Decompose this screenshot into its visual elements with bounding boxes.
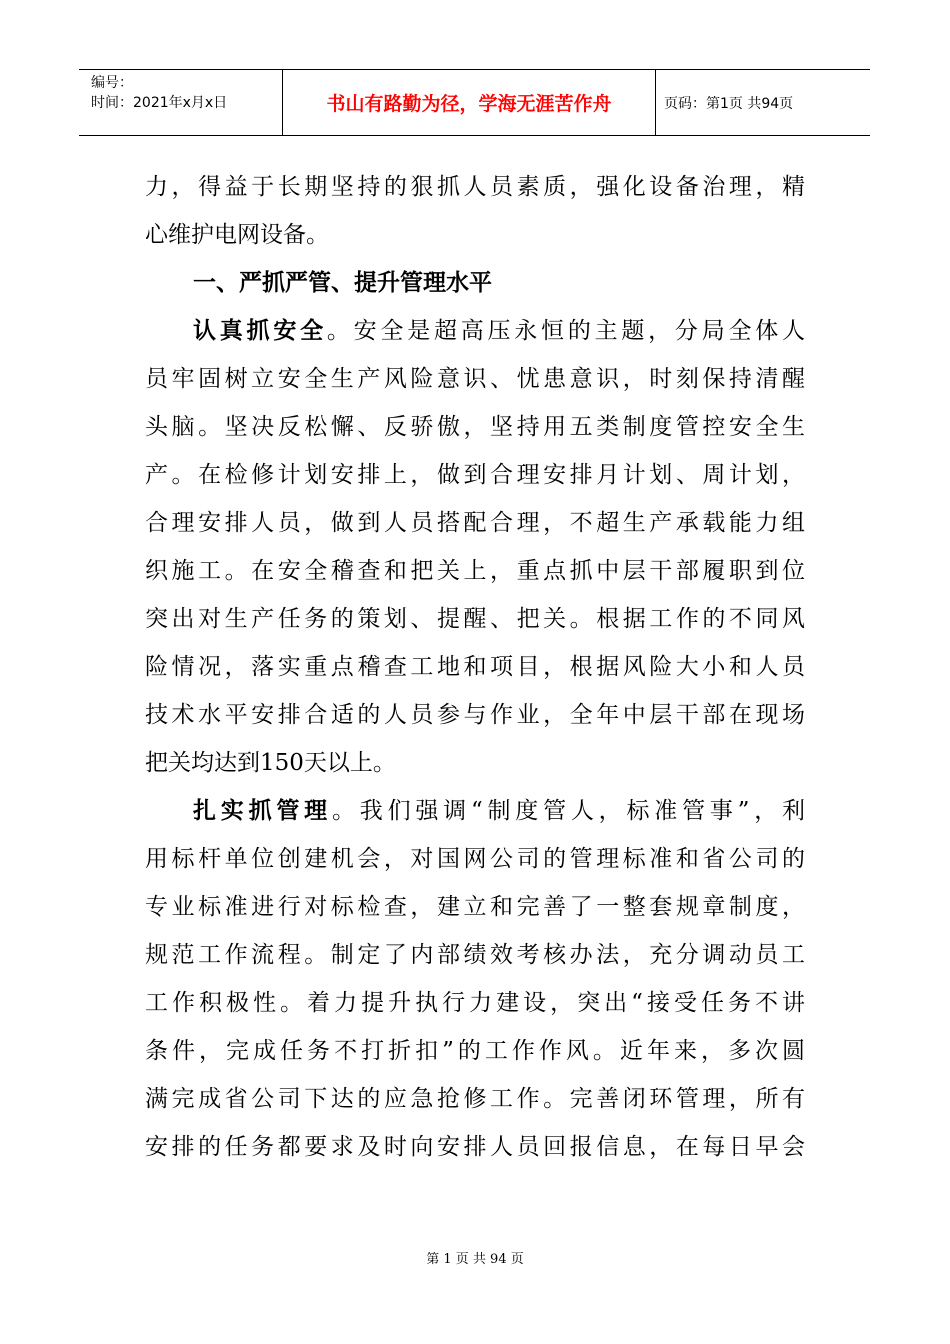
body-line: 织施工。在安全稽查和把关上，重点抓中层干部履职到位 <box>145 558 805 584</box>
body-line: 力，得益于长期坚持的狠抓人员素质，强化设备治理，精 <box>145 174 805 200</box>
paragraph-first-line <box>145 787 805 835</box>
body-line: 工作积极性。着力提升执行力建设，突出“接受任务不讲 <box>145 990 805 1016</box>
body-line: 险情况，落实重点稽查工地和项目，根据风险大小和人员 <box>145 654 805 680</box>
body-line: 专业标准进行对标检查，建立和完善了一整套规章制度， <box>145 894 805 920</box>
page-footer: 第 1 页 共 94 页 <box>426 1252 524 1267</box>
body-line: 技术水平安排合适的人员参与作业，全年中层干部在现场 <box>145 702 805 728</box>
body-line: 安排的任务都要求及时向安排人员回报信息，在每日早会 <box>145 1134 805 1160</box>
body-line: 规范工作流程。制定了内部绩效考核办法，充分调动员工 <box>145 942 805 968</box>
body-line: 头脑。坚决反松懈、反骄傲，坚持用五类制度管控安全生 <box>145 414 805 440</box>
paragraph-first-line <box>145 307 805 355</box>
body-line: 条件，完成任务不打折扣”的工作作风。近年来，多次圆 <box>145 1038 805 1064</box>
body-line: 员牢固树立安全生产风险意识、忧患意识，时刻保持清醒 <box>145 366 805 392</box>
body-line: 突出对生产任务的策划、提醒、把关。根据工作的不同风 <box>145 606 805 632</box>
body-line: 心维护电网设备。 <box>145 222 329 248</box>
header-table <box>79 69 870 136</box>
paragraph-text: 。我们强调“制度管人，标准管事”，利 <box>331 798 805 824</box>
body-line: 满完成省公司下达的应急抢修工作。完善闭环管理，所有 <box>145 1086 805 1112</box>
body-line: 产。在检修计划安排上，做到合理安排月计划、周计划， <box>145 462 805 488</box>
document-number-label: 编号： <box>91 75 133 91</box>
body-line: 合理安排人员，做到人员搭配合理，不超生产承载能力组 <box>145 510 805 536</box>
header-meta-cell <box>79 70 283 135</box>
header-page-info: 页码：第1页 共94页 <box>664 95 794 112</box>
paragraph-text: 。安全是超高压永恒的主题，分局全体人 <box>326 318 806 344</box>
header-motto: 书山有路勤为径，学海无涯苦作舟 <box>283 70 656 135</box>
body-line: 把关均达到150天以上。 <box>145 750 396 776</box>
document-time-label: 时间：2021年x月x日 <box>91 95 228 111</box>
paragraph-lead: 认真抓安全 <box>193 318 327 344</box>
document-body <box>145 163 805 1171</box>
paragraph-lead: 扎实抓管理 <box>193 798 332 824</box>
body-line: 用标杆单位创建机会，对国网公司的管理标准和省公司的 <box>145 846 805 872</box>
section-heading: 一、严抓严管、提升管理水平 <box>193 270 492 296</box>
